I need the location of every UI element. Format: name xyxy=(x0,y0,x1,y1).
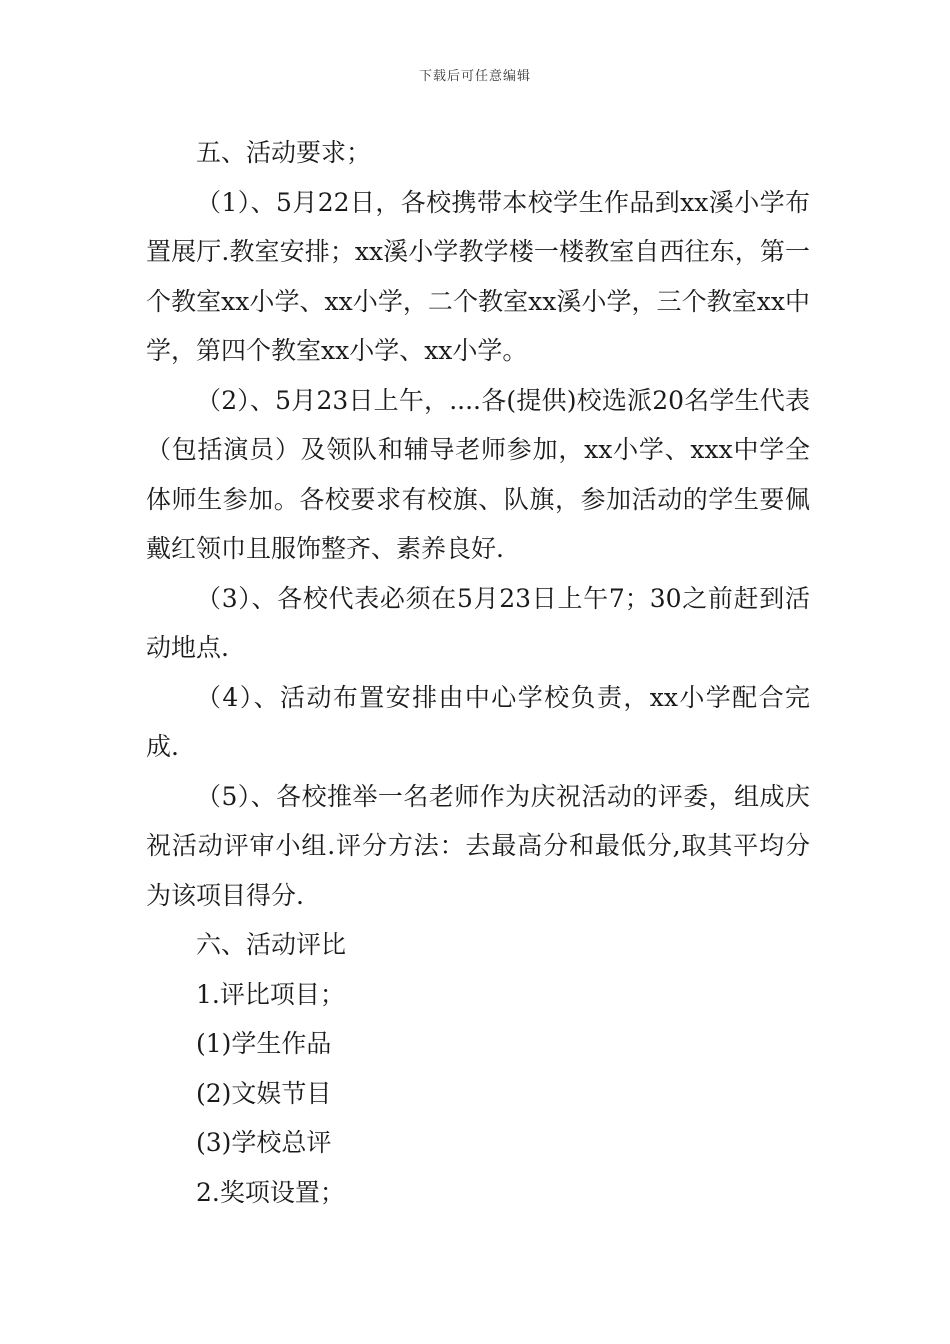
section-heading-evaluation: 六、活动评比 xyxy=(196,930,347,959)
section-heading-requirements: 五、活动要求； xyxy=(196,138,372,167)
paragraph-requirement-1: （1）、5月22日，各校携带本校学生作品到xx溪小学布置展厅.教室安排；xx溪小学教学楼一楼教室自西往东，第一个教室xx小学、xx小学，二个教室xx溪小学，三个教室xx中学，第四个教室xx小学、xx小学。 xyxy=(146,187,810,365)
paragraph-requirement-5: （5）、各校推举一名老师作为庆祝活动的评委，组成庆祝活动评审小组.评分方法：去最高分和最低分,取其平均分为该项目得分. xyxy=(146,781,810,910)
list-heading-awards: 2.奖项设置； xyxy=(196,1177,345,1207)
paragraph-requirement-3: （3）、各校代表必须在5月23日上午7；30之前赶到活动地点. xyxy=(146,583,810,662)
paragraph-requirement-4: （4）、活动布置安排由中心学校负责，xx小学配合完成. xyxy=(146,682,810,761)
paragraph-requirement-2: （2）、5月23日上午，....各(提供)校选派20名学生代表（包括演员）及领队和辅导老师参加，xx小学、xxx中学全体师生参加。各校要求有校旗、队旗，参加活动的学生要佩戴红领巾且服饰整齐、素养良好. xyxy=(146,385,810,563)
document-body xyxy=(146,128,810,1217)
list-heading-evaluation-items: 1.评比项目； xyxy=(196,979,345,1009)
list-item-school-overall: (3)学校总评 xyxy=(196,1128,332,1157)
list-item-performances: (2)文娱节目 xyxy=(196,1078,332,1108)
list-item-student-works: (1)学生作品 xyxy=(196,1029,332,1058)
header-note: 下载后可任意编辑 xyxy=(418,69,531,84)
